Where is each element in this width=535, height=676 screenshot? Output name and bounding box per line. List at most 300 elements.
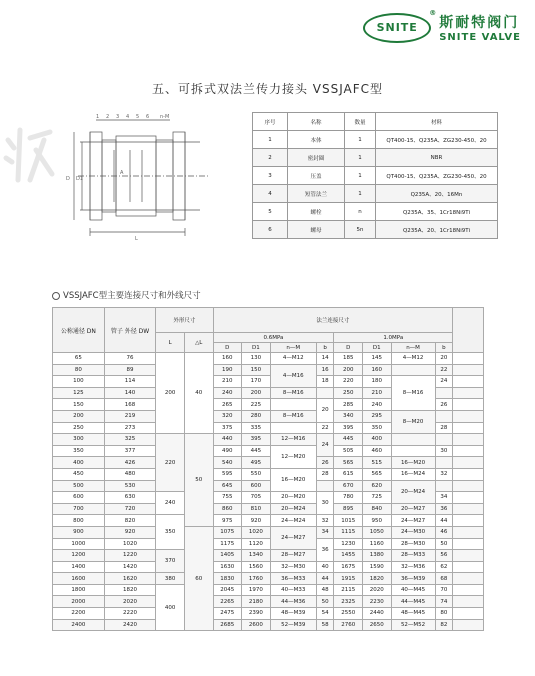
dims-cell-p1-d: 1405	[213, 550, 242, 562]
dims-cell-p1-d: 2475	[213, 608, 242, 620]
dims-cell-dw: 2420	[104, 619, 156, 631]
dims-cell-p2-nm: 24—M30	[391, 526, 435, 538]
dims-cell-p2-d1: 145	[363, 353, 392, 365]
dims-cell-p2-d1: 725	[363, 492, 392, 504]
dims-cell-p2-b: 70	[435, 584, 453, 596]
dims-cell-p1-d1: 550	[242, 468, 271, 480]
dims-cell-p1-nm: 28—M27	[270, 550, 316, 562]
dims-cell-p2-d1: 160	[363, 364, 392, 376]
snite-logo	[363, 8, 438, 43]
dims-cell-p2-d1: 1380	[363, 550, 392, 562]
dims-cell-p1-d1: 150	[242, 364, 271, 376]
dims-cell-p2-nm: 44—M45	[391, 596, 435, 608]
dims-cell-p1-b	[316, 387, 334, 399]
dims-cell-p1-nm: 4—M12	[270, 353, 316, 365]
dims-cell-p2-d: 2760	[334, 619, 363, 631]
page-title: 五、可拆式双法兰传力接头 VSSJAFC型	[151, 82, 384, 96]
dims-cell-p2-d: 185	[334, 353, 363, 365]
dims-cell-p1-nm: 20—M20	[270, 492, 316, 504]
dims-header-p2-d1: D1	[363, 343, 392, 353]
dims-cell-dw: 2020	[104, 596, 156, 608]
dims-cell-blank	[453, 492, 484, 504]
dims-cell-p1-d1: 200	[242, 387, 271, 399]
dims-cell-p1-d1: 2180	[242, 596, 271, 608]
dims-header-p1-d1: D1	[242, 343, 271, 353]
materials-cell: QT400-15、Q235A、ZG230-450、20	[376, 131, 498, 149]
dimensions-subtitle	[52, 289, 201, 301]
brand-name-cn: 斯耐特阀门	[439, 15, 520, 31]
materials-cell: 1	[253, 131, 288, 149]
dims-cell-p1-d1: 1760	[242, 573, 271, 585]
dims-row	[53, 480, 484, 492]
dims-cell-dw: 89	[104, 364, 156, 376]
dims-cell-blank	[453, 515, 484, 527]
dims-cell-p1-b: 44	[316, 573, 334, 585]
logo-text: SNITE	[376, 21, 418, 34]
materials-table	[252, 112, 498, 239]
dims-row	[53, 608, 484, 620]
dims-cell-dn: 350	[53, 445, 105, 457]
dims-cell-dw: 1820	[104, 584, 156, 596]
dims-cell-p2-d: 220	[334, 376, 363, 388]
dims-cell-p2-b	[435, 434, 453, 446]
dims-cell-l: 380	[156, 573, 185, 585]
dims-cell-p1-b: 16	[316, 364, 334, 376]
dims-cell-blank	[453, 353, 484, 365]
dims-cell-p1-nm: 12—M20	[270, 445, 316, 468]
dims-cell-p1-d: 265	[213, 399, 242, 411]
bullet-icon	[52, 292, 60, 300]
dims-cell-p1-b: 24	[316, 434, 334, 457]
dims-cell-dn: 1000	[53, 538, 105, 550]
dims-cell-p2-d: 285	[334, 399, 363, 411]
drawing-label-1: 1	[96, 114, 100, 120]
dims-cell-p1-d1: 1120	[242, 538, 271, 550]
dims-row	[53, 619, 484, 631]
dims-cell-blank	[453, 410, 484, 422]
dims-row	[53, 364, 484, 376]
dims-cell-blank	[453, 608, 484, 620]
dims-cell-dn: 1800	[53, 584, 105, 596]
dims-cell-p2-d1: 620	[363, 480, 392, 492]
dims-cell-dw: 273	[104, 422, 156, 434]
dims-cell-p1-d1: 225	[242, 399, 271, 411]
dims-cell-l: 350	[156, 515, 185, 550]
dims-cell-p2-nm: 8—M16	[391, 376, 435, 411]
dims-cell-p1-nm: 8—M16	[270, 410, 316, 422]
dims-cell-p1-d1: 1970	[242, 584, 271, 596]
dims-cell-p1-d1: 600	[242, 480, 271, 492]
materials-cell: 5	[253, 203, 288, 221]
dims-cell-blank	[453, 619, 484, 631]
materials-cell: 1	[345, 131, 376, 149]
materials-cell: Q235A、20、1Cr18Ni9Ti	[376, 221, 498, 239]
dims-cell-p2-b: 50	[435, 538, 453, 550]
dims-cell-blank	[453, 422, 484, 434]
dims-cell-p1-nm: 24—M27	[270, 526, 316, 549]
materials-row	[253, 185, 498, 203]
dims-header-p2-nm: n—M	[391, 343, 435, 353]
materials-header-name: 名称	[288, 113, 345, 131]
dims-cell-p1-nm: 24—M24	[270, 515, 316, 527]
dims-cell-dw: 920	[104, 526, 156, 538]
dims-cell-dn: 600	[53, 492, 105, 504]
drawing-label-3: 3	[116, 114, 120, 120]
materials-row	[253, 149, 498, 167]
dims-cell-p1-nm: 20—M24	[270, 503, 316, 515]
dims-cell-p1-d1: 130	[242, 353, 271, 365]
dims-cell-p2-d1: 840	[363, 503, 392, 515]
dims-cell-dn: 80	[53, 364, 105, 376]
dims-cell-blank	[453, 434, 484, 446]
materials-header-material: 材料	[376, 113, 498, 131]
dims-cell-p1-nm	[270, 422, 316, 434]
dims-cell-p1-b: 50	[316, 596, 334, 608]
dims-row	[53, 445, 484, 457]
dims-cell-dn: 100	[53, 376, 105, 388]
dims-cell-p2-d1: 1590	[363, 561, 392, 573]
dims-cell-blank	[453, 480, 484, 492]
dims-row	[53, 410, 484, 422]
dims-cell-p1-d: 2045	[213, 584, 242, 596]
materials-cell: 4	[253, 185, 288, 203]
dims-cell-p2-d: 1015	[334, 515, 363, 527]
dims-cell-p2-d1: 2650	[363, 619, 392, 631]
dims-cell-p1-d: 190	[213, 364, 242, 376]
dims-cell-p1-d1: 810	[242, 503, 271, 515]
dims-cell-dn: 125	[53, 387, 105, 399]
dims-cell-blank	[453, 503, 484, 515]
dims-cell-p1-b: 36	[316, 538, 334, 561]
dims-cell-p2-d: 615	[334, 468, 363, 480]
dims-cell-p1-b: 26	[316, 457, 334, 469]
dims-cell-p2-b: 24	[435, 376, 453, 388]
dims-cell-p2-b: 26	[435, 399, 453, 411]
dims-cell-l: 220	[156, 434, 185, 492]
dims-header-blank	[453, 308, 484, 353]
dims-cell-p1-d: 2265	[213, 596, 242, 608]
materials-cell: 3	[253, 167, 288, 185]
dims-cell-dn: 1200	[53, 550, 105, 562]
dims-cell-p2-nm: 28—M30	[391, 538, 435, 550]
dimensions-table	[52, 307, 484, 631]
dims-cell-p2-d: 250	[334, 387, 363, 399]
dims-row	[53, 573, 484, 585]
dims-cell-p2-d: 200	[334, 364, 363, 376]
dims-cell-p2-b: 82	[435, 619, 453, 631]
dims-cell-p2-d1: 1050	[363, 526, 392, 538]
dims-cell-p2-d1: 565	[363, 468, 392, 480]
dims-cell-p2-d1: 400	[363, 434, 392, 446]
dims-cell-p2-b: 62	[435, 561, 453, 573]
dims-cell-p2-b: 30	[435, 445, 453, 457]
dims-cell-p1-nm: 40—M33	[270, 584, 316, 596]
dims-cell-p2-d: 1455	[334, 550, 363, 562]
dims-cell-p1-b: 20	[316, 399, 334, 422]
drawing-label-l: L	[135, 236, 138, 242]
dims-cell-dn: 400	[53, 457, 105, 469]
dims-cell-dw: 2220	[104, 608, 156, 620]
dims-row	[53, 503, 484, 515]
dims-cell-dw: 140	[104, 387, 156, 399]
materials-cell: 本体	[288, 131, 345, 149]
drawing-label-d: D	[66, 176, 70, 182]
dims-cell-l: 200	[156, 353, 185, 434]
dims-cell-dl: 40	[184, 353, 213, 434]
materials-header-no: 序号	[253, 113, 288, 131]
dims-header-p1-b: b	[316, 343, 334, 353]
dims-cell-p2-d: 340	[334, 410, 363, 422]
dims-cell-p2-nm	[391, 445, 435, 457]
dims-cell-blank	[453, 561, 484, 573]
dims-cell-p2-d: 565	[334, 457, 363, 469]
dims-cell-p2-b: 80	[435, 608, 453, 620]
dims-cell-dn: 450	[53, 468, 105, 480]
dims-cell-p2-d1: 180	[363, 376, 392, 388]
dims-cell-p1-nm: 12—M16	[270, 434, 316, 446]
dims-cell-p1-b: 22	[316, 422, 334, 434]
dims-cell-p2-d1: 950	[363, 515, 392, 527]
dims-cell-blank	[453, 457, 484, 469]
dims-cell-p2-b: 46	[435, 526, 453, 538]
dims-cell-p1-d1: 1560	[242, 561, 271, 573]
dims-cell-l: 400	[156, 584, 185, 630]
dims-cell-p2-d: 2550	[334, 608, 363, 620]
drawing-label-d1: D1	[76, 176, 84, 182]
dims-cell-p2-d: 395	[334, 422, 363, 434]
dims-cell-p1-d1: 335	[242, 422, 271, 434]
materials-row	[253, 203, 498, 221]
materials-cell: 1	[345, 185, 376, 203]
watermark-icon	[0, 110, 60, 190]
dims-header-p1-nm: n—M	[270, 343, 316, 353]
dims-cell-dl: 60	[184, 526, 213, 630]
dims-cell-p1-b: 28	[316, 468, 334, 480]
dims-cell-dw: 219	[104, 410, 156, 422]
dims-cell-dn: 2400	[53, 619, 105, 631]
dims-cell-p2-b: 34	[435, 492, 453, 504]
dims-row	[53, 376, 484, 388]
dims-header-p1-d: D	[213, 343, 242, 353]
dims-cell-p1-d: 240	[213, 387, 242, 399]
dims-cell-p2-nm: 48—M45	[391, 608, 435, 620]
drawing-label-2: 2	[106, 114, 110, 120]
drawing-label-6: 6	[146, 114, 150, 120]
dims-cell-blank	[453, 364, 484, 376]
dims-cell-p2-nm: 16—M24	[391, 468, 435, 480]
dims-header-10mpa: 1.0MPa	[334, 333, 453, 343]
dims-header-p2-b: b	[435, 343, 453, 353]
dims-cell-p2-d1: 1160	[363, 538, 392, 550]
dims-cell-p2-b: 20	[435, 353, 453, 365]
dims-cell-p1-d1: 170	[242, 376, 271, 388]
dims-cell-p1-nm	[270, 399, 316, 411]
dims-cell-p1-nm: 36—M33	[270, 573, 316, 585]
dims-cell-p2-b: 28	[435, 422, 453, 434]
dims-cell-blank	[453, 468, 484, 480]
dims-row	[53, 468, 484, 480]
dims-row	[53, 457, 484, 469]
drawing-label-4: 4	[126, 114, 130, 120]
dims-cell-p1-d: 860	[213, 503, 242, 515]
dims-cell-p1-b: 18	[316, 376, 334, 388]
dims-cell-p2-d: 2115	[334, 584, 363, 596]
dims-cell-p1-d1: 2600	[242, 619, 271, 631]
dims-cell-p1-d: 210	[213, 376, 242, 388]
dims-cell-dn: 2200	[53, 608, 105, 620]
dims-header-dn: 公称通径 DN	[53, 308, 105, 353]
dims-cell-p1-b	[316, 480, 334, 492]
dims-cell-p1-b: 14	[316, 353, 334, 365]
dims-cell-p1-b: 30	[316, 492, 334, 515]
dims-cell-p1-b: 32	[316, 515, 334, 527]
dims-cell-p1-d: 1630	[213, 561, 242, 573]
dims-cell-dw: 168	[104, 399, 156, 411]
dims-cell-dw: 76	[104, 353, 156, 365]
dims-cell-p2-nm: 20—M24	[391, 480, 435, 503]
dims-cell-p1-d: 595	[213, 468, 242, 480]
dims-cell-dw: 480	[104, 468, 156, 480]
dims-cell-dw: 820	[104, 515, 156, 527]
dims-cell-p2-d: 1230	[334, 538, 363, 550]
dims-cell-blank	[453, 445, 484, 457]
dims-cell-p2-d1: 295	[363, 410, 392, 422]
dims-cell-p2-nm: 24—M27	[391, 515, 435, 527]
dims-cell-p1-b: 40	[316, 561, 334, 573]
dims-cell-p2-b: 74	[435, 596, 453, 608]
dims-cell-dw: 426	[104, 457, 156, 469]
materials-cell: 5n	[345, 221, 376, 239]
dims-cell-dw: 114	[104, 376, 156, 388]
materials-cell: 短管法兰	[288, 185, 345, 203]
dims-cell-dw: 630	[104, 492, 156, 504]
dims-cell-p2-nm: 4—M12	[391, 353, 435, 365]
dims-header-06mpa: 0.6MPa	[213, 333, 334, 343]
brand-header	[363, 8, 521, 43]
registered-mark: ®	[429, 8, 438, 17]
dims-cell-dw: 530	[104, 480, 156, 492]
dims-cell-p2-nm	[391, 364, 435, 376]
materials-cell: NBR	[376, 149, 498, 167]
dims-cell-l: 370	[156, 550, 185, 573]
dims-cell-p1-d1: 920	[242, 515, 271, 527]
dims-cell-p2-b	[435, 387, 453, 399]
dims-cell-p2-b	[435, 480, 453, 492]
dims-cell-dw: 1220	[104, 550, 156, 562]
dims-cell-dl: 50	[184, 434, 213, 527]
dims-cell-dw: 1020	[104, 538, 156, 550]
dims-cell-p2-d1: 2440	[363, 608, 392, 620]
dims-cell-dn: 200	[53, 410, 105, 422]
materials-row	[253, 167, 498, 185]
dims-cell-dw: 377	[104, 445, 156, 457]
dims-cell-p1-d: 755	[213, 492, 242, 504]
dims-cell-p1-d1: 395	[242, 434, 271, 446]
dims-cell-p2-nm: 36—M39	[391, 573, 435, 585]
dims-cell-p1-d1: 1020	[242, 526, 271, 538]
dims-cell-p2-d: 670	[334, 480, 363, 492]
dims-row	[53, 434, 484, 446]
dims-cell-dn: 65	[53, 353, 105, 365]
materials-header-qty: 数量	[345, 113, 376, 131]
joint-drawing	[60, 110, 235, 250]
dims-cell-dn: 700	[53, 503, 105, 515]
dims-cell-blank	[453, 399, 484, 411]
materials-row	[253, 131, 498, 149]
materials-cell: 1	[345, 149, 376, 167]
dims-cell-p1-d: 1175	[213, 538, 242, 550]
dims-cell-p1-d1: 280	[242, 410, 271, 422]
dims-cell-p1-nm: 32—M30	[270, 561, 316, 573]
dims-cell-p2-nm: 16—M20	[391, 457, 435, 469]
dims-cell-p2-b: 44	[435, 515, 453, 527]
dims-cell-p2-nm: 40—M45	[391, 584, 435, 596]
dims-cell-p1-d: 375	[213, 422, 242, 434]
dims-cell-p2-d: 895	[334, 503, 363, 515]
dims-cell-p1-d: 975	[213, 515, 242, 527]
dims-cell-p2-nm: 8—M20	[391, 410, 435, 433]
brand-name	[439, 12, 521, 43]
materials-cell: 密封圈	[288, 149, 345, 167]
dims-header-dl: △L	[184, 333, 213, 353]
dims-cell-p2-nm: 32—M36	[391, 561, 435, 573]
dims-row	[53, 550, 484, 562]
dims-cell-p1-d: 540	[213, 457, 242, 469]
dims-cell-dn: 300	[53, 434, 105, 446]
dims-header-outer: 外形尺寸	[156, 308, 213, 333]
dims-cell-p2-b: 32	[435, 468, 453, 480]
dims-cell-blank	[453, 376, 484, 388]
materials-cell: 螺栓	[288, 203, 345, 221]
dims-cell-p2-nm: 52—M52	[391, 619, 435, 631]
dims-row	[53, 538, 484, 550]
drawing-label-5: 5	[136, 114, 140, 120]
dims-cell-p1-d: 2685	[213, 619, 242, 631]
dims-cell-dn: 2000	[53, 596, 105, 608]
dims-cell-dw: 325	[104, 434, 156, 446]
dims-cell-l: 240	[156, 492, 185, 515]
dims-cell-p1-d: 490	[213, 445, 242, 457]
dims-cell-p2-d: 2325	[334, 596, 363, 608]
dims-cell-blank	[453, 596, 484, 608]
materials-header-row	[253, 113, 498, 131]
dims-header-dw: 管子 外径 DW	[104, 308, 156, 353]
dims-cell-p2-b: 36	[435, 503, 453, 515]
dims-row	[53, 526, 484, 538]
dims-cell-p2-d1: 350	[363, 422, 392, 434]
dims-cell-p1-nm: 4—M16	[270, 364, 316, 387]
dims-cell-p1-nm: 44—M36	[270, 596, 316, 608]
dims-cell-p2-b: 56	[435, 550, 453, 562]
dims-cell-p1-b: 54	[316, 608, 334, 620]
dims-cell-blank	[453, 573, 484, 585]
materials-cell: 压盖	[288, 167, 345, 185]
dims-cell-p1-b: 58	[316, 619, 334, 631]
dims-cell-blank	[453, 550, 484, 562]
dims-cell-p1-d: 645	[213, 480, 242, 492]
dims-cell-blank	[453, 387, 484, 399]
dims-cell-p1-d: 1830	[213, 573, 242, 585]
dims-cell-p1-d1: 2390	[242, 608, 271, 620]
dims-cell-p2-nm: 20—M27	[391, 503, 435, 515]
dims-cell-dn: 1600	[53, 573, 105, 585]
dims-cell-p2-d1: 240	[363, 399, 392, 411]
materials-row	[253, 221, 498, 239]
dims-cell-dw: 1420	[104, 561, 156, 573]
dims-cell-p2-b: 68	[435, 573, 453, 585]
dims-row	[53, 353, 484, 365]
dims-cell-p2-d1: 2020	[363, 584, 392, 596]
